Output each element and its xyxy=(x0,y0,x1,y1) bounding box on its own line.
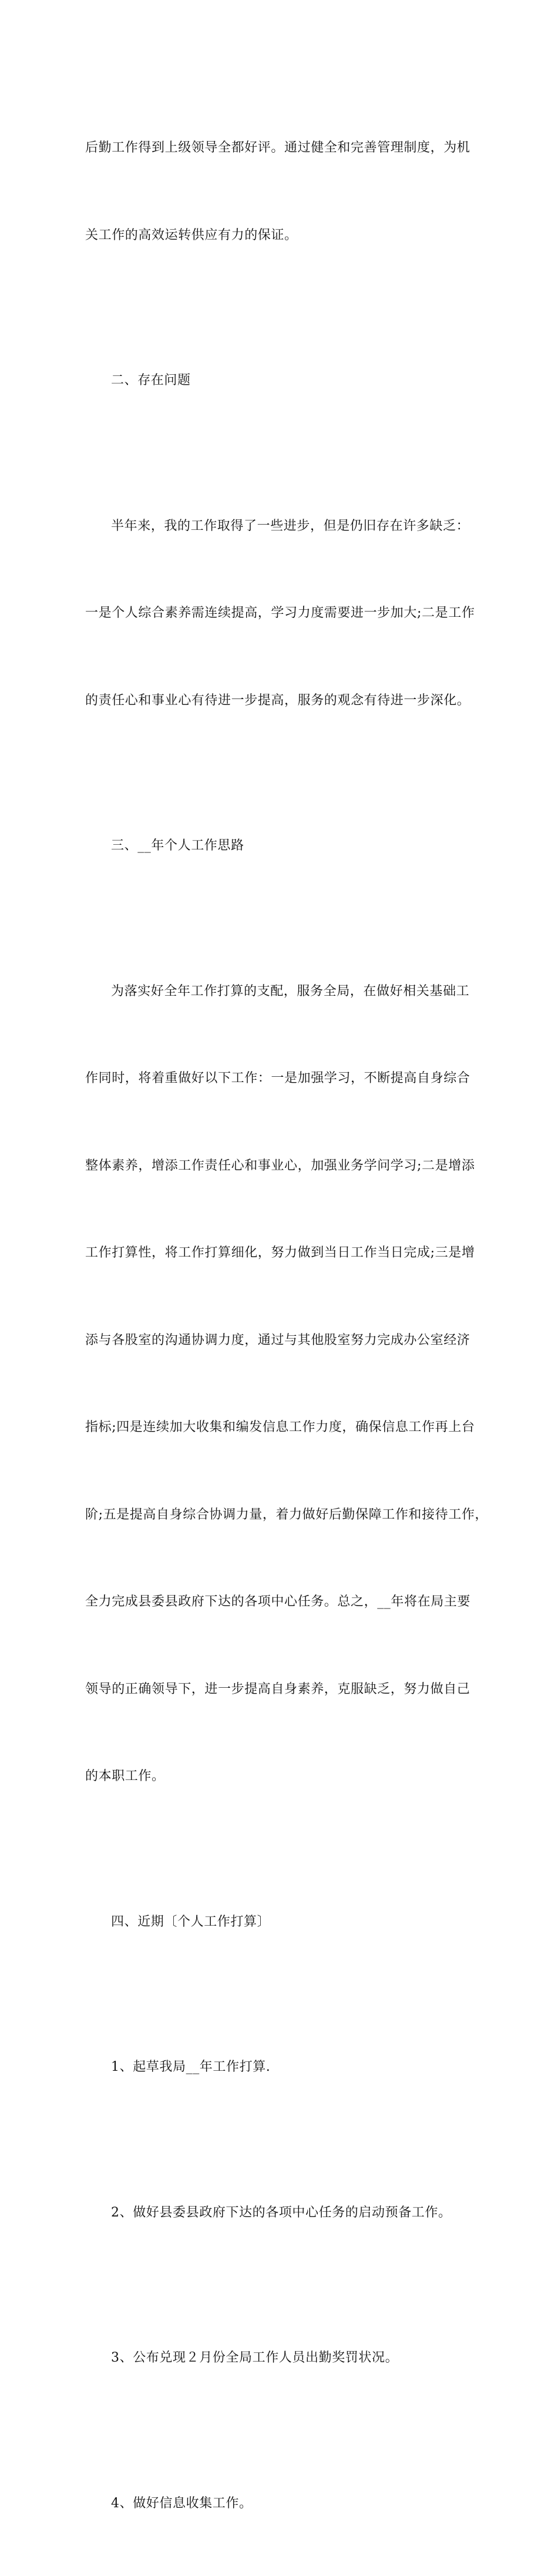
text-line: 的责任心和事业心有待进一步提高，服务的观念有待进一步深化。 xyxy=(85,686,485,716)
section-heading: 四、近期〔个人工作打算〕 xyxy=(85,1907,485,1937)
section-heading: 三、__年个人工作思路 xyxy=(85,831,485,861)
text-line: 关工作的高效运转供应有力的保证。 xyxy=(85,221,485,250)
text-line: 为落实好全年工作打算的支配，服务全局，在做好相关基础工 xyxy=(85,977,485,1006)
text-line: 添与各股室的沟通协调力度，通过与其他股室努力完成办公室经济 xyxy=(85,1326,485,1355)
list-item: 4、做好信息收集工作。 xyxy=(85,2489,485,2518)
list-item: 1、起草我局__年工作打算. xyxy=(85,2053,485,2082)
document-page xyxy=(0,0,558,790)
paragraph-work-plan xyxy=(85,919,485,1849)
text-line: 指标;四是连续加大收集和编发信息工作力度，确保信息工作再上台 xyxy=(85,1413,485,1442)
text-line: 作同时，将着重做好以下工作：一是加强学习，不断提高自身综合 xyxy=(85,1064,485,1093)
text-line: 整体素养，增添工作责任心和事业心，加强业务学问学习;二是增添 xyxy=(85,1151,485,1181)
section-heading-problems xyxy=(85,308,485,454)
list-item-3 xyxy=(85,2285,485,2431)
list-item: 3、公布兑现２月份全局工作人员出勤奖罚状况。 xyxy=(85,2343,485,2373)
list-item-2 xyxy=(85,2140,485,2286)
text-line: 后勤工作得到上级领导全都好评。通过健全和完善管理制度，为机 xyxy=(85,133,485,163)
section-heading: 二、存在问题 xyxy=(85,366,485,395)
paragraph-problems xyxy=(85,454,485,774)
text-line: 的本职工作。 xyxy=(85,1762,485,1791)
text-line: 全力完成县委县政府下达的各项中心任务。总之，__年将在局主要 xyxy=(85,1587,485,1617)
list-item-4 xyxy=(85,2431,485,2576)
text-line: 工作打算性，将工作打算细化，努力做到当日工作当日完成;三是增 xyxy=(85,1238,485,1268)
paragraph-logistics-praise xyxy=(85,75,485,308)
text-line: 领导的正确领导下，进一步提高自身素养，克服缺乏，努力做自己 xyxy=(85,1675,485,1704)
list-item-1 xyxy=(85,1994,485,2140)
list-item: 2、做好县委县政府下达的各项中心任务的启动预备工作。 xyxy=(85,2198,485,2228)
text-line: 半年来，我的工作取得了一些进步，但是仍旧存在许多缺乏： xyxy=(85,512,485,541)
text-line: 一是个人综合素养需连续提高，学习力度需要进一步加大;二是工作 xyxy=(85,599,485,628)
text-line: 阶;五是提高自身综合协调力量，着力做好后勤保障工作和接待工作， xyxy=(85,1500,485,1530)
section-heading-work-plan xyxy=(85,773,485,919)
section-heading-recent-plan xyxy=(85,1849,485,1995)
document-body xyxy=(85,75,485,2576)
